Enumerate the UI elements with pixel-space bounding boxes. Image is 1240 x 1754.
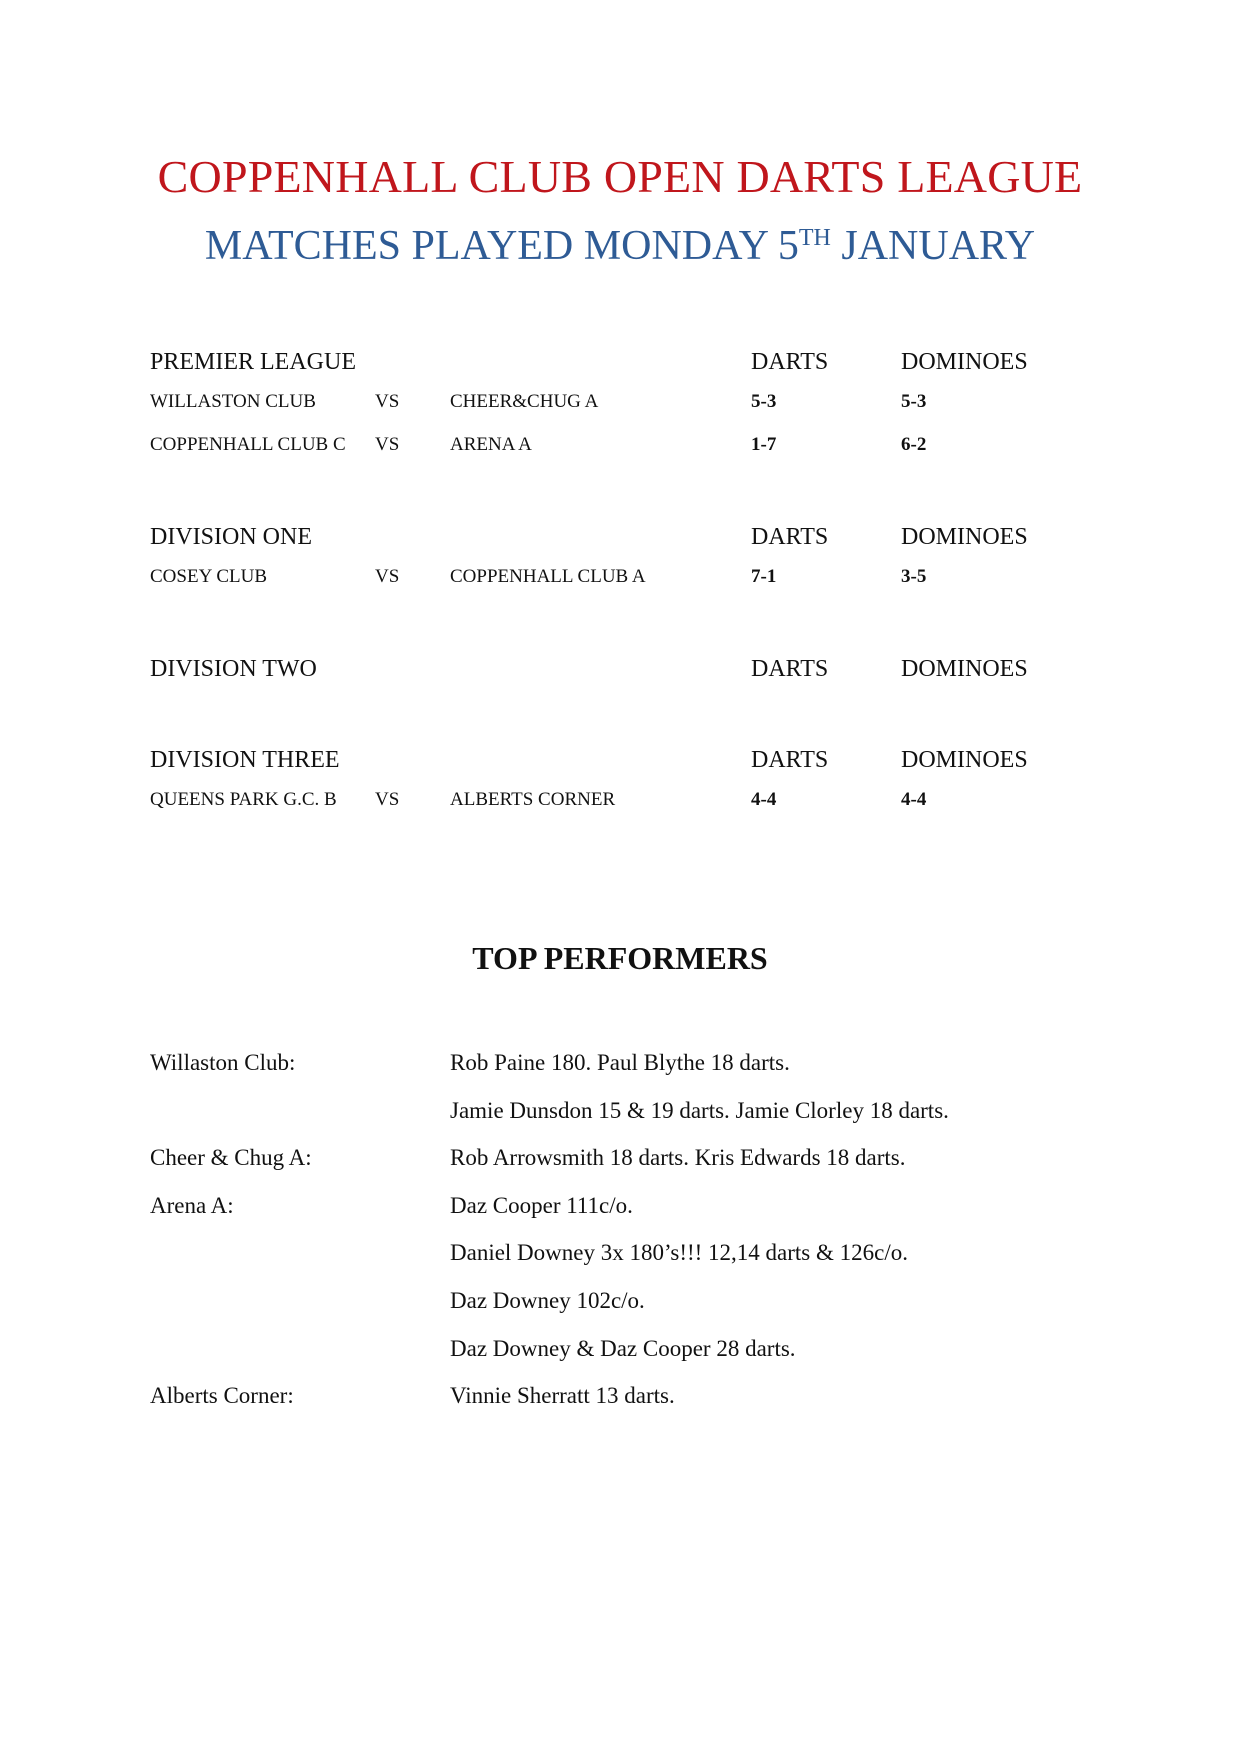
league-title: COPPENHALL CLUB OPEN DARTS LEAGUE — [157, 151, 1083, 202]
performer-note: Rob Paine 180. Paul Blythe 18 darts. — [450, 1050, 790, 1075]
performer-row — [150, 1098, 1100, 1146]
performer-team: Cheer & Chug A: — [150, 1145, 312, 1171]
section-header — [150, 656, 1100, 688]
section-division-one — [150, 524, 1100, 599]
performer-row — [150, 1145, 1100, 1193]
darts-score: 5-3 — [751, 391, 777, 412]
home-team: COPPENHALL CLUB C — [150, 434, 346, 455]
performer-note: Jamie Dunsdon 15 & 19 darts. Jamie Clorley 18 darts. — [450, 1097, 949, 1123]
home-team: QUEENS PARK G.C. B — [150, 789, 337, 810]
section-division-two — [150, 656, 1100, 688]
performer-row — [150, 1336, 1100, 1384]
performer-team: Alberts Corner: — [150, 1383, 294, 1409]
subtitle-month: JANUARY — [830, 223, 1036, 269]
match-row — [150, 424, 1100, 467]
dominoes-column-header: DOMINOES — [901, 349, 1028, 375]
top-performers-title: TOP PERFORMERS — [472, 940, 768, 976]
performer-row — [150, 1288, 1100, 1336]
performer-row — [150, 1193, 1100, 1241]
performer-team: Willaston Club: — [150, 1050, 296, 1075]
versus-label: VS — [375, 789, 400, 810]
section-title: DIVISION THREE — [150, 747, 340, 773]
section-header — [150, 349, 1100, 381]
match-row — [150, 556, 1100, 599]
performer-note: Daz Cooper 111c/o. — [450, 1192, 633, 1218]
darts-column-header: DARTS — [751, 747, 829, 773]
dominoes-score: 5-3 — [901, 391, 927, 412]
dominoes-score: 6-2 — [901, 434, 927, 455]
darts-score: 7-1 — [751, 566, 777, 587]
darts-score: 4-4 — [751, 789, 777, 810]
match-row — [150, 779, 1100, 822]
dominoes-column-header: DOMINOES — [901, 656, 1028, 682]
darts-column-header: DARTS — [751, 524, 829, 550]
away-team: COPPENHALL CLUB A — [450, 566, 646, 587]
away-team: ARENA A — [450, 434, 532, 455]
away-team: ALBERTS CORNER — [450, 789, 616, 810]
performer-row — [150, 1383, 1100, 1431]
home-team: COSEY CLUB — [150, 566, 268, 587]
performer-note: Vinnie Sherratt 13 darts. — [450, 1383, 675, 1409]
away-team: CHEER&CHUG A — [450, 391, 599, 412]
home-team: WILLASTON CLUB — [150, 391, 316, 412]
match-row — [150, 381, 1100, 424]
section-header — [150, 747, 1100, 779]
dominoes-score: 3-5 — [901, 566, 927, 587]
section-title: PREMIER LEAGUE — [150, 349, 356, 375]
section-header — [150, 524, 1100, 556]
section-title: DIVISION TWO — [150, 656, 317, 682]
versus-label: VS — [375, 391, 400, 412]
performer-row — [150, 1240, 1100, 1288]
darts-column-header: DARTS — [751, 656, 829, 682]
section-premier-league — [150, 349, 1100, 467]
subtitle-main: MATCHES PLAYED MONDAY 5 — [204, 223, 799, 269]
performer-note: Rob Arrowsmith 18 darts. Kris Edwards 18 darts. — [450, 1145, 906, 1171]
darts-column-header: DARTS — [751, 349, 829, 375]
section-title: DIVISION ONE — [150, 524, 312, 550]
performer-team: Arena A: — [150, 1192, 234, 1218]
versus-label: VS — [375, 566, 400, 587]
performer-note: Daniel Downey 3x 180’s!!! 12,14 darts & 126c/o. — [450, 1240, 909, 1266]
darts-score: 1-7 — [751, 434, 777, 455]
top-performers-list — [150, 1050, 1100, 1431]
performer-note: Daz Downey & Daz Cooper 28 darts. — [450, 1335, 796, 1361]
subtitle-ordinal: TH — [798, 225, 831, 251]
section-division-three — [150, 747, 1100, 822]
matches-date-heading — [0, 222, 1240, 270]
dominoes-column-header: DOMINOES — [901, 747, 1028, 773]
performer-row — [150, 1050, 1100, 1098]
dominoes-column-header: DOMINOES — [901, 524, 1028, 550]
performer-note: Daz Downey 102c/o. — [450, 1287, 645, 1313]
dominoes-score: 4-4 — [901, 789, 927, 810]
versus-label: VS — [375, 434, 400, 455]
